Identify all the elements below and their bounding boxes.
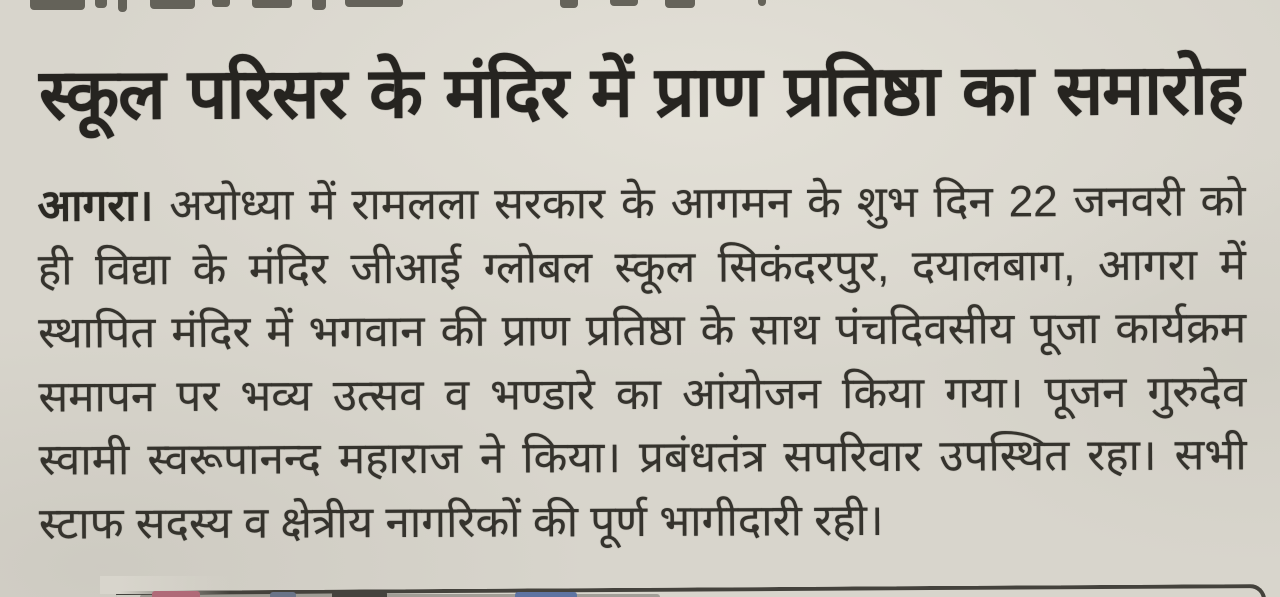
body-line-5: स्वामी स्वरूपानन्द महाराज ने किया। प्रबंधतंत्र सपरिवार उपस्थित रहा। सभी — [38, 430, 1247, 485]
cropped-print-fragment — [332, 591, 387, 597]
cropped-print-fragment — [270, 592, 296, 597]
cropped-print-fragment — [152, 591, 200, 597]
body-line-1-text: अयोध्या में रामलला सरकार के आगमन के शुभ दिन 22 जनवरी को — [169, 176, 1246, 231]
article-body — [37, 169, 1247, 555]
body-line-3: स्थापित मंदिर में भगवान की प्राण प्रतिष्ठा के साथ पंचदिवसीय पूजा कार्यक्रम — [38, 303, 1247, 358]
body-line-1 — [37, 169, 1245, 238]
dateline: आगरा। — [37, 181, 154, 231]
article-headline: स्कूल परिसर के मंदिर में प्राण प्रतिष्ठा का समारोह — [38, 50, 1244, 134]
body-line-6: स्टाफ सदस्य व क्षेत्रीय नागरिकों की पूर्ण भागीदारी रही। — [38, 495, 884, 549]
body-line-2: ही विद्या के मंदिर जीआई ग्लोबल स्कूल सिकंदरपुर, दयालबाग, आगरा में — [37, 239, 1246, 295]
body-line-4: समापन पर भव्य उत्सव व भण्डारे का आंयोजन किया गया। पूजन गुरुदेव — [38, 366, 1247, 422]
cropped-print-fragment — [515, 592, 577, 597]
